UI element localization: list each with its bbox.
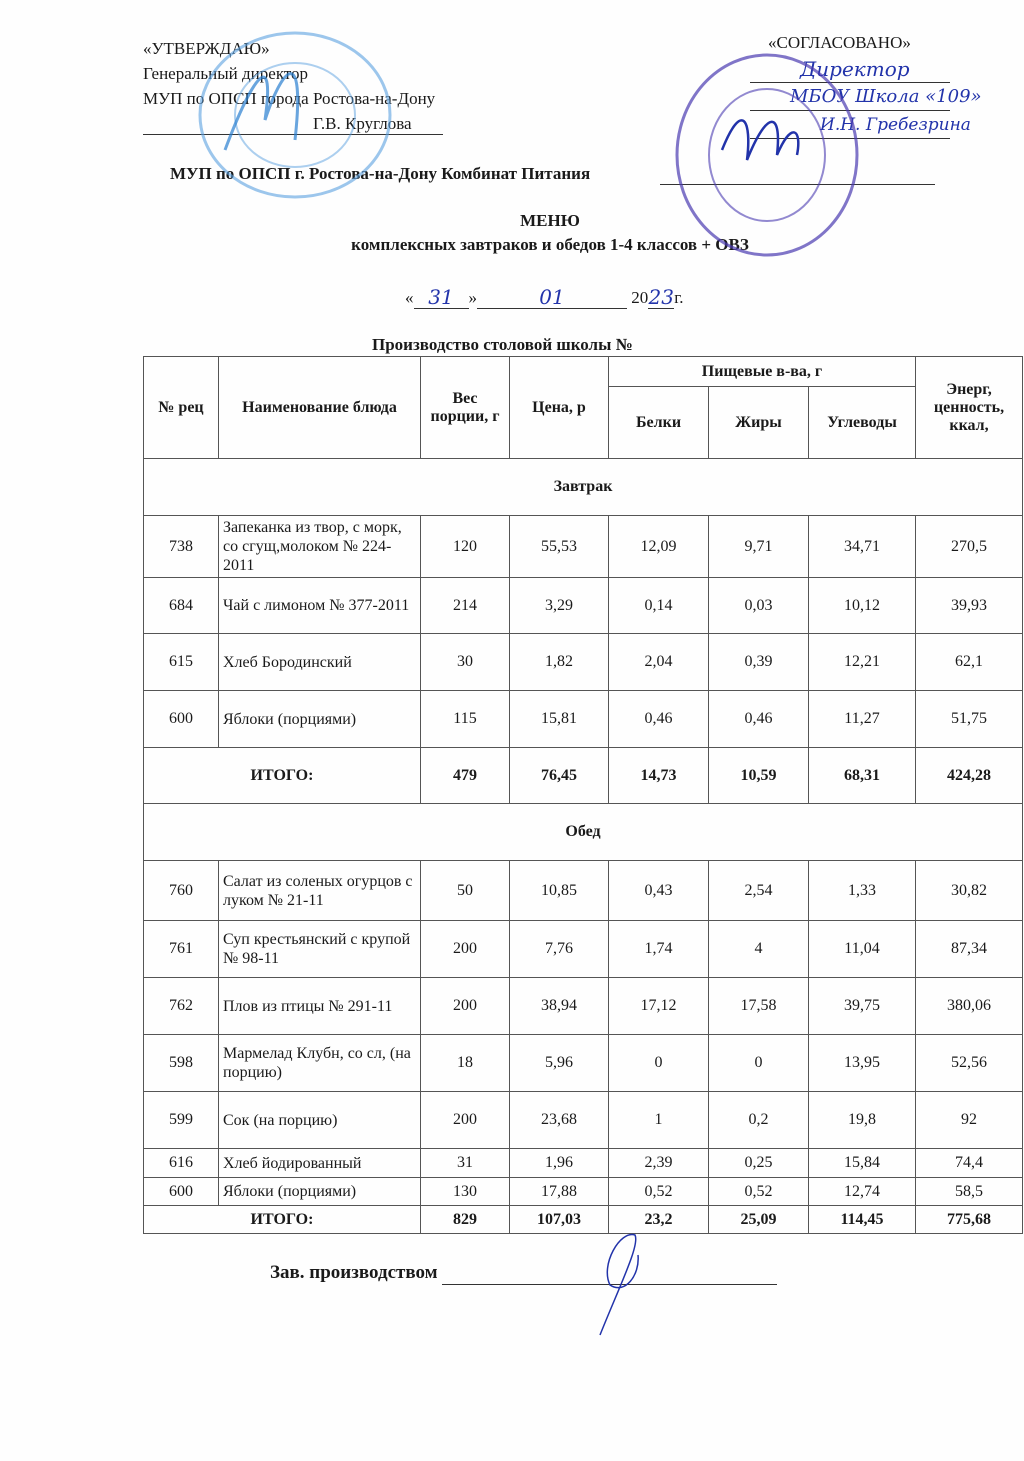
- cell-price: 1,82: [510, 634, 609, 691]
- total-value: 23,2: [609, 1206, 709, 1234]
- date-field: [405, 286, 684, 312]
- total-value: 479: [421, 748, 510, 804]
- cell-energy: 87,34: [916, 921, 1023, 978]
- cell-fat: 0: [709, 1035, 809, 1092]
- total-value: 424,28: [916, 748, 1023, 804]
- date-year: 23: [648, 285, 674, 309]
- table-row: [144, 921, 1023, 978]
- footer-signature-icon: [580, 1225, 660, 1345]
- agreed-handwritten-name: И.Н. Гребезрина: [820, 115, 971, 135]
- cell-carbs: 12,74: [809, 1178, 916, 1206]
- cell-weight: 200: [421, 921, 510, 978]
- cell-weight: 115: [421, 691, 510, 748]
- cell-fat: 9,71: [709, 516, 809, 578]
- cell-weight: 200: [421, 1092, 510, 1149]
- cell-rec: 738: [144, 516, 219, 578]
- cell-energy: 39,93: [916, 578, 1023, 634]
- cell-carbs: 1,33: [809, 861, 916, 921]
- total-value: 76,45: [510, 748, 609, 804]
- cell-price: 23,68: [510, 1092, 609, 1149]
- cell-fat: 2,54: [709, 861, 809, 921]
- cell-rec: 761: [144, 921, 219, 978]
- cell-energy: 92: [916, 1092, 1023, 1149]
- total-value: 25,09: [709, 1206, 809, 1234]
- production-text: Производство столовой школы №: [372, 335, 633, 354]
- cell-protein: 0,46: [609, 691, 709, 748]
- cell-carbs: 19,8: [809, 1092, 916, 1149]
- cell-price: 15,81: [510, 691, 609, 748]
- cell-protein: 1: [609, 1092, 709, 1149]
- header-protein: Белки: [609, 387, 709, 459]
- cell-protein: 2,39: [609, 1149, 709, 1178]
- table-row: [144, 1092, 1023, 1149]
- cell-price: 10,85: [510, 861, 609, 921]
- date-month: 01: [477, 286, 627, 309]
- header-rec: № рец: [144, 357, 219, 459]
- cell-price: 17,88: [510, 1178, 609, 1206]
- approval-position: Генеральный директор: [143, 64, 309, 83]
- header-price: Цена, р: [510, 357, 609, 459]
- cell-rec: 600: [144, 691, 219, 748]
- cell-carbs: 15,84: [809, 1149, 916, 1178]
- cell-protein: 12,09: [609, 516, 709, 578]
- agreed-handwritten-org: МБОУ Школа «109»: [790, 86, 982, 107]
- cell-rec: 600: [144, 1178, 219, 1206]
- header-fat: Жиры: [709, 387, 809, 459]
- total-value: 68,31: [809, 748, 916, 804]
- cell-energy: 52,56: [916, 1035, 1023, 1092]
- section-row: [144, 804, 1023, 861]
- table-row: [144, 634, 1023, 691]
- cell-fat: 0,46: [709, 691, 809, 748]
- cell-fat: 4: [709, 921, 809, 978]
- total-value: 107,03: [510, 1206, 609, 1234]
- cell-protein: 0,14: [609, 578, 709, 634]
- cell-weight: 120: [421, 516, 510, 578]
- approval-title: «УТВЕРЖДАЮ»: [143, 39, 270, 58]
- cell-rec: 762: [144, 978, 219, 1035]
- table-row: [144, 1149, 1023, 1178]
- date-open-quote: «: [405, 288, 414, 307]
- cell-energy: 58,5: [916, 1178, 1023, 1206]
- total-value: 775,68: [916, 1206, 1023, 1234]
- section-title: Завтрак: [144, 459, 1023, 516]
- cell-name: Хлеб йодированный: [219, 1149, 421, 1178]
- table-row: [144, 691, 1023, 748]
- table-row: [144, 1178, 1023, 1206]
- cell-protein: 0: [609, 1035, 709, 1092]
- table-row: [144, 978, 1023, 1035]
- approval-org: МУП по ОПСП города Ростова-на-Дону: [143, 89, 436, 108]
- header-energy: Энерг, ценность, ккал,: [916, 357, 1023, 459]
- total-value: 14,73: [609, 748, 709, 804]
- cell-name: Хлеб Бородинский: [219, 634, 421, 691]
- approval-name: Г.В. Круглова: [313, 114, 412, 133]
- total-row: [144, 748, 1023, 804]
- cell-energy: 74,4: [916, 1149, 1023, 1178]
- section-title: Обед: [144, 804, 1023, 861]
- cell-weight: 130: [421, 1178, 510, 1206]
- total-value: 829: [421, 1206, 510, 1234]
- cell-carbs: 34,71: [809, 516, 916, 578]
- cell-energy: 380,06: [916, 978, 1023, 1035]
- cell-price: 7,76: [510, 921, 609, 978]
- cell-name: Яблоки (порциями): [219, 1178, 421, 1206]
- cell-weight: 18: [421, 1035, 510, 1092]
- cell-name: Суп крестьянский с крупой № 98-11: [219, 921, 421, 978]
- cell-fat: 0,39: [709, 634, 809, 691]
- date-day: 31: [414, 286, 469, 309]
- cell-fat: 0,52: [709, 1178, 809, 1206]
- cell-rec: 684: [144, 578, 219, 634]
- cell-price: 3,29: [510, 578, 609, 634]
- agreed-title: «СОГЛАСОВАНО»: [768, 33, 911, 52]
- cell-price: 38,94: [510, 978, 609, 1035]
- footer-signature-line: [270, 1262, 777, 1285]
- date-year-prefix: 20: [631, 288, 649, 307]
- cell-fat: 17,58: [709, 978, 809, 1035]
- menu-subtitle: комплексных завтраков и обедов 1-4 классов + ОВЗ: [351, 235, 749, 254]
- cell-protein: 2,04: [609, 634, 709, 691]
- cell-energy: 51,75: [916, 691, 1023, 748]
- cell-rec: 615: [144, 634, 219, 691]
- cell-name: Запеканка из твор, с морк, со сгущ,молоком № 224-2011: [219, 516, 421, 578]
- cell-name: Яблоки (порциями): [219, 691, 421, 748]
- date-close-quote: »: [468, 288, 477, 307]
- date-suffix: г.: [674, 288, 684, 307]
- menu-table: [143, 356, 1023, 1234]
- header-nutrients: Пищевые в-ва, г: [609, 357, 916, 387]
- header-weight: Вес порции, г: [421, 357, 510, 459]
- cell-energy: 270,5: [916, 516, 1023, 578]
- cell-carbs: 11,04: [809, 921, 916, 978]
- agreed-handwritten-role: Директор: [800, 57, 910, 81]
- header-name: Наименование блюда: [219, 357, 421, 459]
- cell-fat: 0,2: [709, 1092, 809, 1149]
- cell-fat: 0,25: [709, 1149, 809, 1178]
- cell-weight: 50: [421, 861, 510, 921]
- cell-carbs: 13,95: [809, 1035, 916, 1092]
- cell-name: Сок (на порцию): [219, 1092, 421, 1149]
- cell-weight: 214: [421, 578, 510, 634]
- header-carbs: Углеводы: [809, 387, 916, 459]
- total-value: 114,45: [809, 1206, 916, 1234]
- section-row: [144, 459, 1023, 516]
- table-row: [144, 516, 1023, 578]
- total-value: 10,59: [709, 748, 809, 804]
- total-label: ИТОГО:: [144, 748, 421, 804]
- cell-energy: 30,82: [916, 861, 1023, 921]
- cell-weight: 30: [421, 634, 510, 691]
- cell-price: 55,53: [510, 516, 609, 578]
- cell-price: 5,96: [510, 1035, 609, 1092]
- cell-name: Плов из птицы № 291-11: [219, 978, 421, 1035]
- cell-carbs: 39,75: [809, 978, 916, 1035]
- production-label: [372, 334, 663, 357]
- cell-energy: 62,1: [916, 634, 1023, 691]
- table-row: [144, 578, 1023, 634]
- total-label: ИТОГО:: [144, 1206, 421, 1234]
- table-row: [144, 861, 1023, 921]
- cell-carbs: 11,27: [809, 691, 916, 748]
- cell-name: Мармелад Клубн, со сл, (на порцию): [219, 1035, 421, 1092]
- cell-weight: 200: [421, 978, 510, 1035]
- cell-protein: 0,43: [609, 861, 709, 921]
- cell-name: Чай с лимоном № 377-2011: [219, 578, 421, 634]
- menu-title: МЕНЮ: [520, 211, 580, 230]
- cell-fat: 0,03: [709, 578, 809, 634]
- cell-carbs: 12,21: [809, 634, 916, 691]
- cell-rec: 760: [144, 861, 219, 921]
- cell-rec: 598: [144, 1035, 219, 1092]
- cell-protein: 1,74: [609, 921, 709, 978]
- table-row: [144, 1035, 1023, 1092]
- cell-carbs: 10,12: [809, 578, 916, 634]
- org-title: МУП по ОПСП г. Ростова-на-Дону Комбинат Питания: [170, 164, 591, 183]
- total-row: [144, 1206, 1023, 1234]
- cell-protein: 0,52: [609, 1178, 709, 1206]
- cell-protein: 17,12: [609, 978, 709, 1035]
- footer-label: Зав. производством: [270, 1262, 438, 1283]
- cell-name: Салат из соленых огурцов с луком № 21-11: [219, 861, 421, 921]
- cell-price: 1,96: [510, 1149, 609, 1178]
- cell-rec: 599: [144, 1092, 219, 1149]
- cell-weight: 31: [421, 1149, 510, 1178]
- cell-rec: 616: [144, 1149, 219, 1178]
